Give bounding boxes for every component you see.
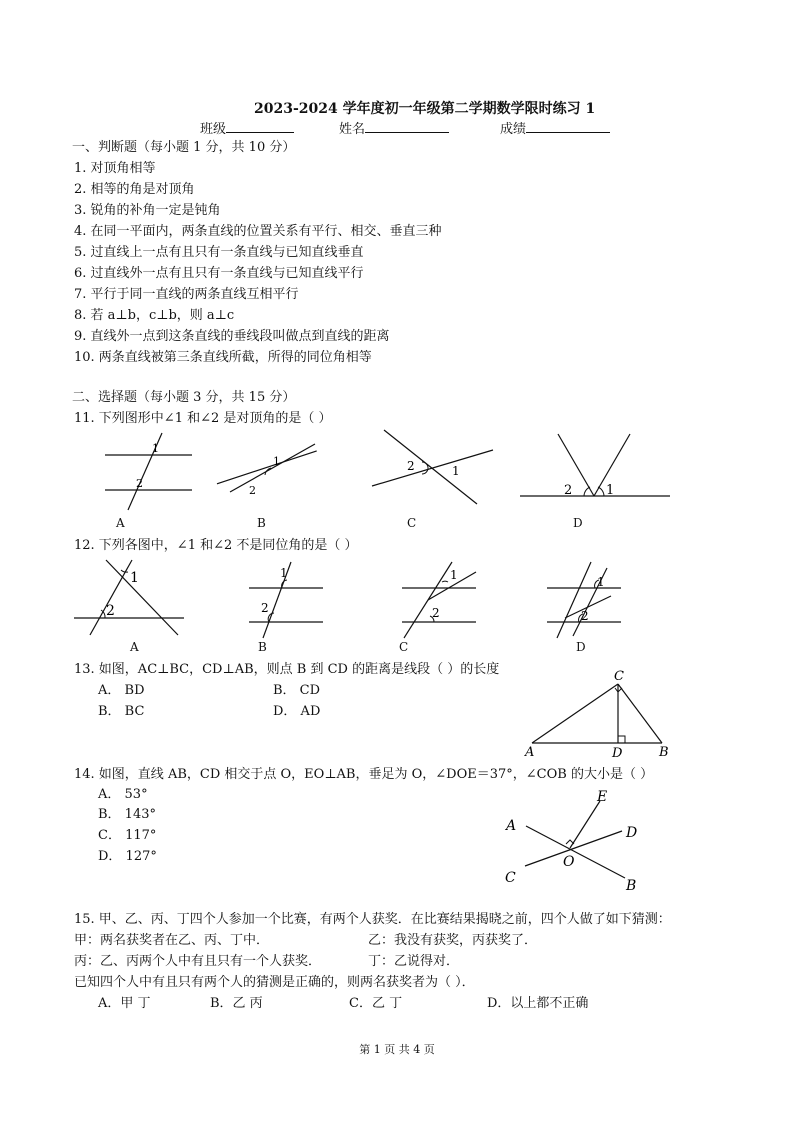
q13-option-a: A． BD	[98, 683, 145, 698]
q14-point-e: E	[597, 789, 608, 805]
q12-text: 12. 下列各图中，∠1 和∠2 不是同位角的是（ ）	[74, 538, 358, 553]
q13-point-b: B	[659, 745, 669, 760]
judge-item-6: 6. 过直线外一点有且只有一条直线与已知直线平行	[74, 266, 364, 281]
svg-text:2: 2	[106, 603, 115, 619]
judge-item-10: 10. 两条直线被第三条直线所截，所得的同位角相等	[74, 350, 372, 365]
q11-label-b: B	[257, 516, 266, 530]
judge-item-2: 2. 相等的角是对顶角	[74, 182, 195, 197]
q13-option-b: B． CD	[273, 683, 321, 698]
q11-text: 11. 下列图形中∠1 和∠2 是对顶角的是（ ）	[74, 411, 332, 426]
q14-point-c: C	[505, 870, 516, 886]
q15-condition: 已知四个人中有且只有两个人的猜测是正确的，则两名获奖者为（ ）．	[74, 975, 475, 990]
q11-figure-d	[518, 432, 673, 502]
q13-point-d: D	[612, 746, 623, 761]
svg-text:1: 1	[452, 464, 460, 478]
q15-option-a: A．甲 丁	[98, 996, 151, 1011]
q11-figure-c	[370, 428, 495, 508]
q11-label-a: A	[116, 516, 125, 530]
svg-text:1: 1	[450, 568, 458, 582]
svg-text:2: 2	[249, 484, 256, 497]
q14-option-b: B． 143°	[98, 807, 156, 822]
q15-guess-jia: 甲：两名获奖者在乙、丙、丁中．	[74, 933, 270, 948]
q14-text: 14. 如图，直线 AB，CD 相交于点 O，EO⊥AB，垂足为 O，∠DOE＝37°，∠COB 的大小是（ ）	[74, 767, 654, 782]
svg-text:1: 1	[130, 570, 139, 586]
q13-option-d: D． AD	[273, 704, 321, 719]
svg-text:2: 2	[581, 609, 589, 623]
judge-item-1: 1. 对顶角相等	[74, 161, 156, 176]
page-title: 2023-2024 学年度初一年级第二学期数学限时练习 1	[254, 101, 596, 117]
class-label: 班级	[200, 122, 227, 137]
q12-figure-c	[400, 560, 480, 640]
score-field	[500, 119, 610, 138]
judge-item-3: 3. 锐角的补角一定是钝角	[74, 203, 221, 218]
svg-text:2: 2	[136, 477, 143, 490]
q14-option-d: D． 127°	[98, 849, 157, 864]
judge-item-9: 9. 直线外一点到这条直线的垂线段叫做点到直线的距离	[74, 329, 390, 344]
q15-option-b: B．乙 丙	[210, 996, 263, 1011]
q12-figure-d	[545, 560, 625, 640]
q14-point-b: B	[626, 878, 637, 894]
svg-text:2: 2	[407, 459, 415, 473]
judge-item-5: 5. 过直线上一点有且只有一条直线与已知直线垂直	[74, 245, 364, 260]
q13-text: 13. 如图，AC⊥BC，CD⊥AB，则点 B 到 CD 的距离是线段（ ）的长度	[74, 662, 500, 677]
q14-point-o: O	[563, 854, 575, 870]
q13-point-c: C	[614, 669, 624, 684]
score-label: 成绩	[500, 122, 527, 137]
svg-text:1: 1	[273, 455, 280, 468]
q13-option-c: B． BC	[98, 704, 145, 719]
q15-guess-yi: 乙：我没有获奖，丙获奖了．	[368, 933, 538, 948]
q11-label-d: D	[573, 516, 583, 530]
name-label: 姓名	[339, 122, 366, 137]
q13-figure	[522, 668, 672, 760]
q13-point-a: A	[525, 745, 535, 760]
q12-figure-a	[72, 558, 187, 638]
page-footer: 第 1 页 共 4 页	[359, 1043, 435, 1056]
name-blank	[365, 119, 449, 133]
q15-option-c: C．乙 丁	[349, 996, 403, 1011]
judge-item-8: 8. 若 a⊥b，c⊥b，则 a⊥c	[74, 308, 235, 323]
q11-label-c: C	[407, 516, 417, 530]
q15-guess-bing: 丙：乙、丙两个人中有且只有一个人获奖．	[74, 954, 322, 969]
svg-text:2: 2	[432, 606, 440, 620]
q14-figure	[500, 786, 650, 896]
q14-point-d: D	[626, 825, 638, 841]
svg-text:1: 1	[597, 575, 605, 589]
svg-text:1: 1	[606, 483, 615, 498]
judge-item-7: 7. 平行于同一直线的两条直线互相平行	[74, 287, 299, 302]
q11-figure-a	[100, 428, 200, 518]
q12-label-d: D	[576, 640, 586, 654]
q12-label-c: C	[399, 640, 409, 654]
q15-text: 15. 甲、乙、丙、丁四个人参加一个比赛，有两个人获奖．在比赛结果揭晓之前，四个人做了如下猜测：	[74, 912, 671, 927]
name-field	[339, 119, 449, 138]
q11-figure-b	[215, 432, 325, 507]
svg-text:2: 2	[564, 483, 573, 498]
q14-point-a: A	[506, 818, 517, 834]
section2-heading: 二、选择题（每小题 3 分，共 15 分）	[72, 390, 296, 405]
class-field	[200, 119, 294, 138]
class-blank	[226, 119, 294, 133]
q15-option-d: D．以上都不正确	[487, 996, 589, 1011]
q12-figure-b	[247, 560, 327, 640]
q14-option-c: C． 117°	[98, 828, 157, 843]
q14-option-a: A． 53°	[98, 787, 148, 802]
section1-heading: 一、判断题（每小题 1 分，共 10 分）	[72, 140, 296, 155]
q15-guess-ding: 丁：乙说得对．	[368, 954, 460, 969]
svg-text:2: 2	[261, 601, 269, 615]
q12-label-b: B	[258, 640, 267, 654]
svg-text:1: 1	[152, 442, 159, 455]
svg-text:1: 1	[280, 566, 288, 580]
judge-item-4: 4. 在同一平面内，两条直线的位置关系有平行、相交、垂直三种	[74, 224, 442, 239]
q12-label-a: A	[130, 640, 139, 654]
score-blank	[526, 119, 610, 133]
